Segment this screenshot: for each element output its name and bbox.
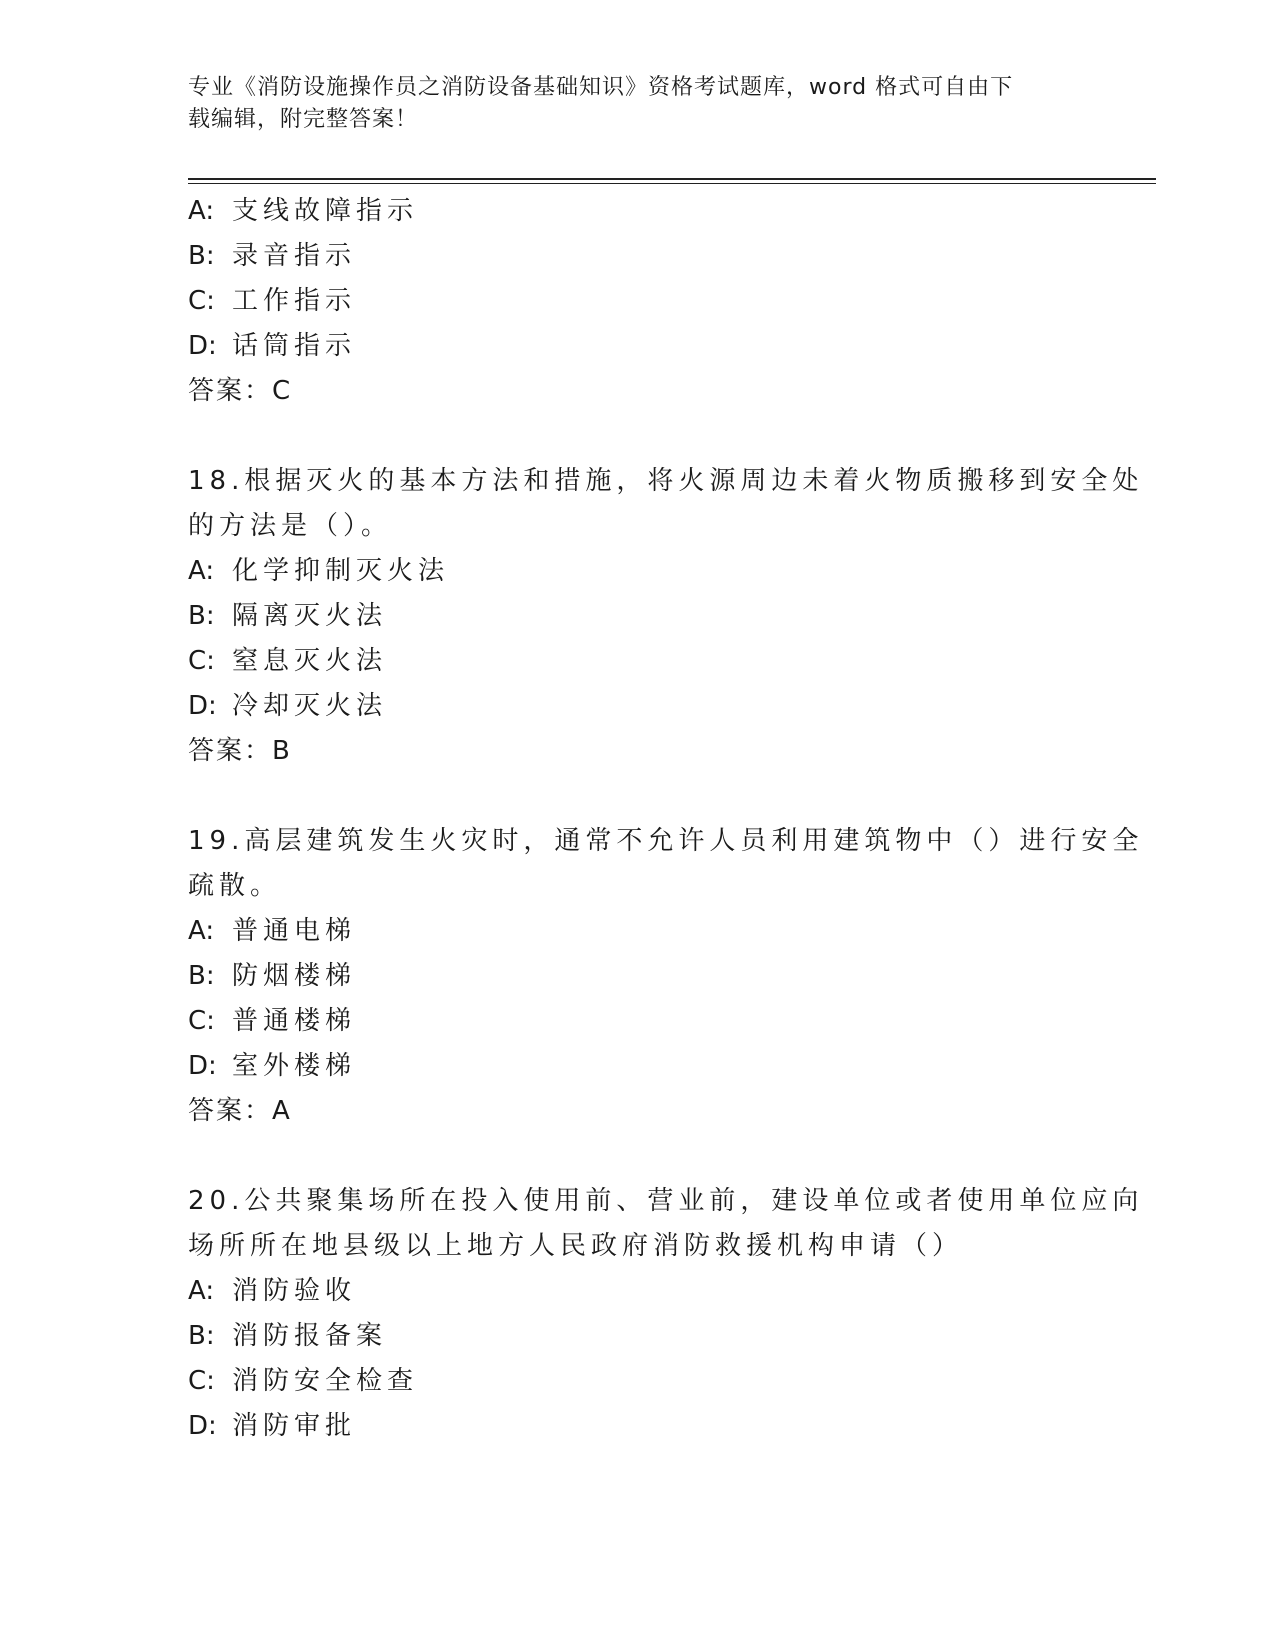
option-text: 消防报备案 <box>232 1321 388 1351</box>
option-letter: D: <box>188 691 217 721</box>
option-letter: D: <box>188 331 217 361</box>
option-text: 防烟楼梯 <box>232 961 357 991</box>
option-letter: C: <box>188 286 215 316</box>
option-letter: B: <box>188 1321 215 1351</box>
q20-option-c <box>188 1365 418 1397</box>
q17-option-d <box>188 330 356 362</box>
q18-option-b <box>188 600 387 632</box>
option-letter: B: <box>188 241 215 271</box>
option-letter: B: <box>188 601 215 631</box>
header-line-2: 载编辑，附完整答案！ <box>188 107 419 132</box>
q19-option-b <box>188 960 356 992</box>
q17-option-a <box>188 195 418 227</box>
option-text: 窒息灭火法 <box>232 646 388 676</box>
option-letter: B: <box>188 961 215 991</box>
option-text: 隔离灭火法 <box>232 601 388 631</box>
q19-stem-line-1: 19.高层建筑发生火灾时，通常不允许人员利用建筑物中（）进行安全 <box>188 826 1144 856</box>
option-text: 室外楼梯 <box>232 1051 357 1081</box>
document-header <box>188 72 1068 136</box>
option-letter: A: <box>188 1276 215 1306</box>
q18-stem-line-2: 的方法是（）。 <box>188 511 393 541</box>
option-text: 普通电梯 <box>232 916 357 946</box>
q17-option-b <box>188 240 356 272</box>
q19-option-d <box>188 1050 356 1082</box>
q19-option-a <box>188 915 356 947</box>
header-rule-thin <box>188 183 1156 184</box>
q18-option-c <box>188 645 387 677</box>
option-letter: C: <box>188 1006 215 1036</box>
option-letter: A: <box>188 196 215 226</box>
option-text: 化学抑制灭火法 <box>232 556 450 586</box>
q20-stem-line-2: 场所所在地县级以上地方人民政府消防救援机构申请（） <box>188 1231 964 1261</box>
header-rule-thick <box>188 178 1156 180</box>
q18-option-d <box>188 690 387 722</box>
option-letter: D: <box>188 1051 217 1081</box>
q20-option-b <box>188 1320 387 1352</box>
option-letter: D: <box>188 1411 217 1441</box>
option-text: 冷却灭火法 <box>232 691 388 721</box>
q20-option-d <box>188 1410 356 1442</box>
option-text: 消防审批 <box>232 1411 357 1441</box>
option-letter: A: <box>188 916 215 946</box>
option-text: 话筒指示 <box>232 331 357 361</box>
q18-option-a <box>188 555 449 587</box>
q18-stem-line-1: 18.根据灭火的基本方法和措施，将火源周边未着火物质搬移到安全处 <box>188 466 1144 496</box>
q17-answer: 答案：C <box>188 376 293 406</box>
option-letter: A: <box>188 556 215 586</box>
q18-answer: 答案：B <box>188 736 292 766</box>
q20-option-a <box>188 1275 356 1307</box>
q17-option-c <box>188 285 356 317</box>
q19-answer: 答案：A <box>188 1096 292 1126</box>
header-line-1: 专业《消防设施操作员之消防设备基础知识》资格考试题库，word 格式可自由下 <box>188 75 1014 100</box>
q19-stem-line-2: 疏散。 <box>188 871 282 901</box>
option-text: 消防安全检查 <box>232 1366 419 1396</box>
option-letter: C: <box>188 1366 215 1396</box>
option-text: 消防验收 <box>232 1276 357 1306</box>
q20-stem-line-1: 20.公共聚集场所在投入使用前、营业前，建设单位或者使用单位应向 <box>188 1186 1144 1216</box>
option-text: 普通楼梯 <box>232 1006 357 1036</box>
option-text: 录音指示 <box>232 241 357 271</box>
q19-option-c <box>188 1005 356 1037</box>
option-text: 工作指示 <box>232 286 357 316</box>
option-letter: C: <box>188 646 215 676</box>
option-text: 支线故障指示 <box>232 196 419 226</box>
